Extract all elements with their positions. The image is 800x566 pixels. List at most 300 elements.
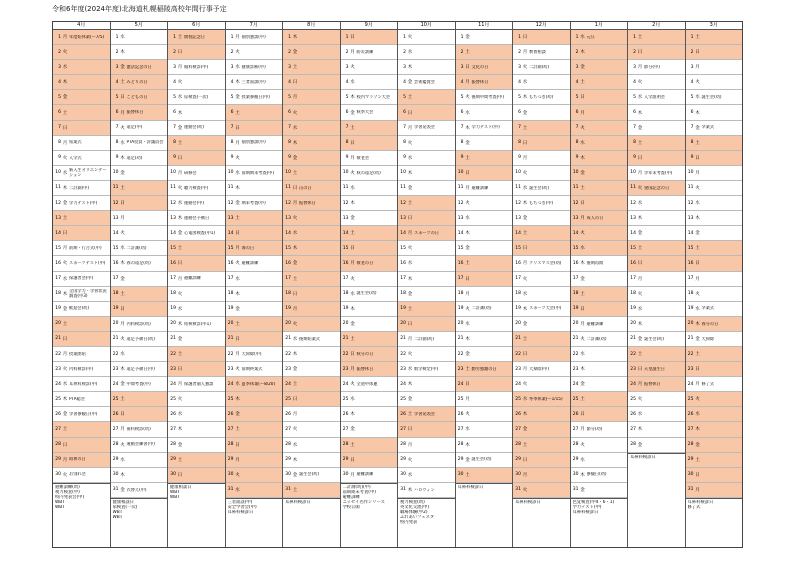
note-line: 前期期末考査(中): [342, 489, 376, 495]
day-event: 開校記念日: [184, 34, 205, 39]
day-number: 23: [227, 366, 234, 372]
day-number: 28: [285, 442, 291, 448]
day-cell: [111, 287, 168, 302]
day-event: 個別懇談(中): [241, 34, 266, 39]
weekday: 月: [637, 276, 643, 282]
day-cell: [571, 362, 628, 377]
month-notes: [283, 498, 340, 547]
day-number: 30: [342, 472, 349, 478]
day-number: 14: [400, 230, 406, 236]
day-number: 12: [515, 200, 521, 206]
day-cell: [341, 226, 398, 241]
day-number: 27: [515, 426, 521, 432]
day-number: 30: [55, 472, 61, 478]
day-number: 9: [230, 155, 234, 161]
day-event: 運動会(中): [184, 200, 205, 205]
day-cell: [398, 392, 455, 407]
weekday: 木: [580, 367, 585, 373]
weekday: 木: [580, 472, 585, 478]
day-number: 4: [288, 79, 291, 85]
weekday: 水: [62, 170, 68, 176]
weekday: 月: [62, 140, 68, 146]
day-cell: [571, 211, 628, 226]
weekday: 水: [407, 50, 413, 56]
day-event: 大掃除: [701, 336, 715, 341]
day-number: 9: [518, 155, 521, 161]
day-cell: [341, 166, 398, 181]
month-notes: [571, 498, 628, 547]
weekday: 火: [580, 125, 585, 131]
weekday: 日: [292, 80, 298, 86]
day-number: 26: [572, 411, 579, 417]
day-event: スポーツテスト(中): [69, 261, 106, 266]
day-cell: [456, 30, 513, 45]
day-cell: [628, 287, 685, 302]
day-cell: [628, 422, 685, 437]
day-number: 23: [515, 366, 521, 372]
day-event: 避難訓練: [586, 321, 604, 326]
note-line: WBT: [55, 499, 65, 505]
day-number: 11: [170, 185, 176, 191]
day-cell: [341, 241, 398, 256]
weekday: 火: [695, 185, 700, 191]
day-cell: [283, 302, 340, 317]
day-number: 15: [515, 245, 521, 251]
day-cell: [398, 75, 455, 90]
day-cell: [398, 438, 455, 453]
weekday: 日: [235, 336, 240, 342]
day-cell: [686, 181, 743, 196]
day-cell: [686, 166, 743, 181]
day-number: 4: [403, 79, 406, 85]
day-number: 14: [572, 230, 579, 236]
day-number: 27: [342, 426, 349, 432]
weekday: 金: [465, 35, 470, 41]
day-number: 13: [515, 215, 521, 221]
day-number: 26: [400, 411, 406, 417]
day-number: 10: [285, 170, 291, 176]
day-cell: [456, 392, 513, 407]
day-cell: [686, 226, 743, 241]
day-event: 成人の日: [586, 215, 604, 220]
day-cell: [168, 121, 225, 136]
weekday: 水: [637, 95, 643, 101]
day-number: 18: [285, 291, 291, 297]
day-event: 内科検診(幼): [126, 321, 151, 326]
day-number: 4: [575, 79, 579, 85]
weekday: 月: [177, 276, 183, 282]
weekday: 水: [407, 472, 413, 478]
day-event: 運動会予備日: [184, 215, 210, 220]
day-number: 14: [515, 230, 521, 236]
annual-calendar-grid: [52, 21, 743, 548]
note-line: 英文化交流(中): [400, 504, 430, 510]
day-cell: [111, 483, 168, 498]
day-cell: [53, 181, 110, 196]
weekday: 土: [350, 231, 355, 237]
day-number: 17: [515, 276, 521, 282]
weekday: 水: [522, 185, 528, 191]
day-number: 2: [403, 49, 406, 55]
day-number: 30: [400, 472, 406, 478]
day-cell: [686, 422, 743, 437]
day-cell: [513, 362, 570, 377]
day-cell: [168, 407, 225, 422]
day-number: 2: [460, 49, 464, 55]
day-cell: [226, 60, 283, 75]
day-cell: [111, 241, 168, 256]
weekday: 月: [522, 155, 528, 161]
day-number: 13: [227, 215, 234, 221]
day-number: 20: [227, 321, 234, 327]
day-number: 29: [572, 457, 579, 463]
day-event: 学力テスト(中): [471, 125, 500, 130]
day-event: クリスマス会(幼): [529, 261, 562, 266]
weekday: 水: [177, 201, 183, 207]
day-number: 16: [400, 260, 406, 266]
weekday: 木: [637, 427, 643, 433]
day-event: もちつき(中): [529, 200, 554, 205]
weekday: 水: [465, 427, 470, 433]
day-cell: [513, 226, 570, 241]
day-event: 誕生会(幼): [701, 95, 722, 100]
day-number: 8: [518, 140, 521, 146]
weekday: 月: [465, 397, 470, 403]
day-cell: [226, 483, 283, 498]
day-cell: [53, 422, 110, 437]
day-cell: [283, 347, 340, 362]
day-number: 24: [342, 381, 349, 387]
day-cell: [168, 332, 225, 347]
day-cell: [111, 272, 168, 287]
weekday: 月: [407, 231, 413, 237]
day-number: 15: [342, 245, 349, 251]
day-number: 28: [457, 442, 464, 448]
weekday: 金: [695, 231, 700, 237]
day-number: 18: [630, 291, 636, 297]
day-event: 節分(中): [644, 64, 660, 69]
day-cell: [571, 483, 628, 498]
day-cell: [53, 75, 110, 90]
weekday: 水: [120, 140, 125, 146]
weekday: 水: [235, 170, 240, 176]
weekday: 木: [177, 216, 183, 222]
day-event: 二計測(幼): [471, 306, 492, 311]
day-cell: [283, 30, 340, 45]
day-event: 避難訓練: [241, 261, 259, 266]
weekday: 月: [522, 50, 528, 56]
day-event: 聴力検査(中): [184, 185, 209, 190]
day-number: 15: [572, 245, 579, 251]
day-number: 29: [227, 457, 234, 463]
weekday: 水: [120, 457, 125, 463]
day-number: 28: [572, 442, 579, 448]
day-number: 25: [342, 396, 349, 402]
day-number: 19: [457, 306, 464, 312]
day-cell: [513, 347, 570, 362]
day-event: 年度始休業(～7/5): [69, 34, 105, 39]
day-cell: [571, 392, 628, 407]
day-cell: [571, 136, 628, 151]
day-cell: [283, 438, 340, 453]
day-event: 数学検定(中): [414, 366, 439, 371]
day-number: 14: [285, 230, 291, 236]
day-cell: [168, 90, 225, 105]
day-cell: [628, 256, 685, 271]
day-number: 10: [227, 170, 234, 176]
weekday: 土: [637, 246, 643, 252]
day-cell: [456, 241, 513, 256]
weekday: 金: [407, 185, 413, 191]
weekday: 月: [465, 291, 470, 297]
weekday: 木: [580, 50, 585, 56]
day-event: 眼科検診(中): [184, 64, 209, 69]
day-number: 16: [687, 260, 694, 266]
day-cell: [226, 196, 283, 211]
day-number: 2: [518, 49, 521, 55]
day-cell: [283, 468, 340, 483]
day-cell: [686, 256, 743, 271]
day-cell: [53, 407, 110, 422]
day-cell: [283, 453, 340, 468]
day-cell: [283, 256, 340, 271]
day-cell: [53, 60, 110, 75]
day-number: 14: [687, 230, 694, 236]
weekday: 土: [580, 185, 585, 191]
weekday: 水: [235, 276, 240, 282]
day-cell: [111, 30, 168, 45]
weekday: 火: [695, 291, 700, 297]
day-cell: [111, 211, 168, 226]
day-number: 5: [115, 94, 119, 100]
day-event: 避難訓練: [471, 185, 489, 190]
weekday: 月: [695, 276, 700, 282]
weekday: 金: [235, 95, 240, 101]
day-number: 28: [400, 442, 406, 448]
day-cell: [53, 121, 110, 136]
weekday: 金: [62, 306, 68, 312]
day-cell: [456, 136, 513, 151]
day-number: 29: [112, 457, 119, 463]
weekday: 日: [120, 201, 125, 207]
day-cell: [456, 256, 513, 271]
weekday: 金: [580, 65, 585, 71]
weekday: 日: [465, 276, 470, 282]
weekday: 日: [407, 321, 413, 327]
day-number: 1: [288, 34, 291, 40]
day-number: 29: [457, 457, 464, 463]
day-cell: [456, 45, 513, 60]
day-cell: [686, 392, 743, 407]
day-cell: [341, 272, 398, 287]
day-event: 防災訓練: [356, 49, 374, 54]
day-number: 16: [342, 260, 349, 266]
day-number: 9: [173, 155, 176, 161]
weekday: 土: [695, 457, 700, 463]
day-number: 16: [457, 260, 464, 266]
day-event: 後期再開: [586, 261, 604, 266]
day-number: 10: [515, 170, 521, 176]
day-number: 10: [55, 170, 61, 176]
weekday: 日: [62, 336, 68, 342]
day-cell: [571, 90, 628, 105]
day-cell: [341, 302, 398, 317]
day-cell: [168, 256, 225, 271]
day-number: 6: [58, 110, 61, 116]
day-cell: [226, 347, 283, 362]
day-number: 5: [690, 94, 694, 100]
day-number: 7: [345, 125, 349, 131]
weekday: 木: [350, 201, 355, 207]
day-event: 内科検診(中): [69, 366, 94, 371]
month-column: [226, 22, 284, 547]
day-cell: [226, 241, 283, 256]
day-cell: [398, 256, 455, 271]
day-cell: [341, 121, 398, 136]
day-event: お別れ会: [69, 472, 86, 477]
day-number: 14: [342, 230, 349, 236]
weekday: 水: [407, 367, 413, 373]
weekday: 月: [522, 261, 528, 267]
weekday: 月: [637, 382, 643, 388]
day-cell: [168, 136, 225, 151]
day-cell: [571, 332, 628, 347]
day-event: 前期期末考査(中): [241, 170, 275, 175]
day-event: 節分(幼): [586, 427, 603, 432]
note-line: 避難訓練: [342, 494, 360, 500]
weekday: 土: [695, 352, 700, 358]
day-event: ハロウィン: [414, 487, 435, 492]
day-event: 元旦: [586, 34, 595, 39]
day-number: 11: [55, 185, 61, 191]
weekday: 木: [292, 352, 298, 358]
day-number: 5: [288, 94, 291, 100]
day-cell: [513, 181, 570, 196]
day-cell: [513, 136, 570, 151]
day-number: 11: [285, 185, 291, 191]
day-cell: [168, 196, 225, 211]
day-number: 15: [55, 245, 61, 251]
day-cell: [283, 377, 340, 392]
day-number: 20: [687, 321, 694, 327]
weekday: 水: [62, 382, 68, 388]
month-column: [168, 22, 226, 547]
weekday: 火: [695, 80, 700, 86]
weekday: 日: [177, 50, 183, 56]
day-cell: [168, 60, 225, 75]
day-number: 7: [115, 125, 119, 131]
day-number: 29: [400, 457, 406, 463]
day-event: 避難訓練: [184, 276, 201, 281]
weekday: 火: [580, 336, 585, 342]
day-cell: [686, 196, 743, 211]
day-event: 学力テスト(中): [69, 200, 98, 205]
day-cell: [686, 60, 743, 75]
day-cell: [341, 45, 398, 60]
weekday: 水: [235, 65, 240, 71]
weekday: 木: [522, 201, 528, 207]
day-number: 16: [285, 260, 291, 266]
weekday: 金: [120, 170, 125, 176]
month-header: 6月: [168, 22, 225, 30]
day-number: 4: [115, 79, 119, 85]
weekday: 水: [62, 65, 68, 71]
weekday: 木: [522, 412, 528, 418]
day-number: 7: [575, 125, 579, 131]
note-line: WBT: [170, 494, 180, 500]
day-number: 4: [173, 79, 176, 85]
day-number: 9: [58, 155, 61, 161]
weekday: 日: [292, 397, 298, 403]
day-number: 15: [170, 245, 176, 251]
weekday: 月: [580, 427, 585, 433]
weekday: 木: [350, 412, 355, 418]
weekday: 日: [235, 231, 240, 237]
day-number: 13: [572, 215, 579, 221]
day-number: 26: [55, 411, 61, 417]
note-line: 耳鼻科検診日: [630, 454, 656, 460]
day-cell: [168, 453, 225, 468]
day-cell: [283, 483, 340, 498]
day-cell: [513, 332, 570, 347]
weekday: 金: [292, 367, 298, 373]
day-number: 8: [633, 140, 636, 146]
weekday: 日: [695, 50, 700, 56]
day-cell: [456, 453, 513, 468]
weekday: 木: [235, 291, 240, 297]
day-event: 秋の遠足(幼): [356, 170, 381, 175]
day-cell: [226, 226, 283, 241]
day-cell: [168, 166, 225, 181]
weekday: 土: [177, 246, 183, 252]
note-line: 尿検査(一次): [112, 504, 138, 510]
day-number: 2: [173, 49, 176, 55]
weekday: 金: [62, 412, 68, 418]
weekday: 火: [465, 201, 470, 207]
month-notes: [53, 483, 110, 547]
day-number: 4: [518, 79, 521, 85]
weekday: 金: [465, 457, 470, 463]
day-cell: [456, 302, 513, 317]
day-event: 入学式: [69, 155, 82, 160]
day-cell: [456, 468, 513, 483]
day-number: 8: [288, 140, 291, 146]
weekday: 土: [580, 397, 585, 403]
day-number: 18: [572, 291, 579, 297]
day-number: 13: [630, 215, 636, 221]
day-cell: [168, 211, 225, 226]
day-cell: [456, 272, 513, 287]
day-cell: [513, 166, 570, 181]
weekday: 火: [62, 472, 68, 478]
day-number: 23: [400, 366, 406, 372]
day-cell: [341, 151, 398, 166]
weekday: 金: [235, 306, 240, 312]
day-cell: [53, 392, 110, 407]
day-number: 27: [285, 426, 291, 432]
day-cell: [628, 347, 685, 362]
day-event: 夏季休業(～8/20): [241, 381, 276, 386]
day-cell: [341, 256, 398, 271]
day-cell: [456, 105, 513, 120]
day-event: 誕生会(幼): [471, 457, 492, 462]
weekday: 金: [120, 276, 125, 282]
day-number: 20: [170, 321, 176, 327]
weekday: 金: [292, 50, 298, 56]
day-cell: [686, 45, 743, 60]
weekday: 日: [177, 367, 183, 373]
month-column: [686, 22, 743, 547]
